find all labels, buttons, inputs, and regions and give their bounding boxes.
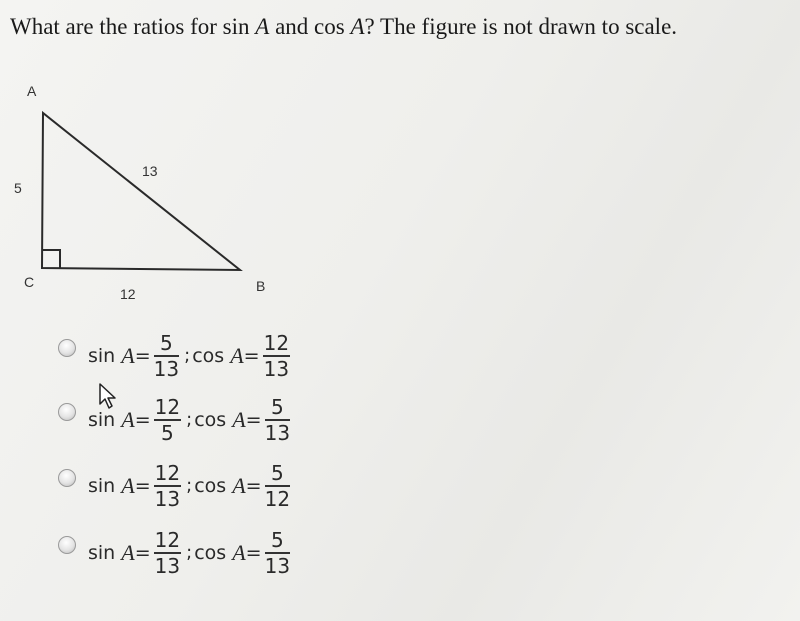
radio-button[interactable] <box>58 469 76 487</box>
equals-sign: = <box>134 344 151 367</box>
side-cb-label: 12 <box>120 286 136 302</box>
cos-fraction <box>265 530 290 576</box>
sin-numerator: 12 <box>154 461 181 485</box>
sin-var: A <box>121 406 135 432</box>
question-mid: and cos <box>269 14 351 39</box>
question-var-a1: A <box>255 14 270 39</box>
sin-var: A <box>121 472 135 498</box>
sin-fraction <box>154 530 181 576</box>
sin-denominator: 5 <box>161 420 174 445</box>
cos-denominator: 13 <box>264 553 291 578</box>
equals-sign: = <box>243 344 260 367</box>
cos-fraction <box>265 463 290 509</box>
cos-label: cos <box>194 541 227 564</box>
cos-numerator: 5 <box>270 528 284 552</box>
cos-label: cos <box>192 344 225 367</box>
choice-expression <box>88 463 293 509</box>
triangle-diagram <box>0 80 300 310</box>
vertex-b-label: B <box>256 278 266 294</box>
sin-fraction <box>154 333 179 379</box>
sin-fraction <box>154 463 181 509</box>
sin-numerator: 5 <box>160 331 173 355</box>
sin-var: A <box>121 539 135 565</box>
cos-denominator: 13 <box>264 420 291 445</box>
sin-denominator: 13 <box>153 356 180 381</box>
separator: ; <box>184 345 191 367</box>
sin-numerator: 12 <box>154 528 181 552</box>
answer-choice-4[interactable] <box>58 530 358 590</box>
sin-label: sin <box>88 474 116 497</box>
cos-label: cos <box>194 474 227 497</box>
equals-sign: = <box>134 541 151 564</box>
choice-expression <box>88 397 293 443</box>
sin-var: A <box>121 342 135 368</box>
separator: ; <box>186 542 193 564</box>
cos-var: A <box>232 539 246 565</box>
cos-fraction <box>263 333 290 379</box>
cos-label: cos <box>194 408 227 431</box>
cos-var: A <box>230 342 244 368</box>
choice-expression <box>88 530 293 576</box>
cos-var: A <box>232 406 246 432</box>
cos-denominator: 13 <box>263 356 290 381</box>
separator: ; <box>186 409 193 431</box>
question-tail: ? The figure is not drawn to scale. <box>364 14 678 39</box>
mouse-pointer-icon <box>98 382 118 410</box>
sin-fraction <box>154 397 181 443</box>
radio-button[interactable] <box>58 403 76 421</box>
cos-fraction <box>265 397 290 443</box>
sin-label: sin <box>88 344 116 367</box>
choice-expression <box>88 333 293 379</box>
cos-denominator: 12 <box>264 486 291 511</box>
side-ac-label: 5 <box>14 180 22 196</box>
cos-numerator: 12 <box>263 331 290 355</box>
triangle-figure <box>0 80 300 310</box>
equals-sign: = <box>245 474 262 497</box>
side-ab-label: 13 <box>142 163 158 179</box>
vertex-a-label: A <box>27 83 37 99</box>
cos-numerator: 5 <box>270 461 284 485</box>
equals-sign: = <box>134 474 151 497</box>
question-text <box>10 14 677 40</box>
separator: ; <box>186 475 193 497</box>
radio-button[interactable] <box>58 536 76 554</box>
triangle-shape <box>42 113 240 270</box>
radio-button[interactable] <box>58 339 76 357</box>
equals-sign: = <box>245 541 262 564</box>
question-var-a2: A <box>350 14 365 39</box>
question-lead: What are the ratios for sin <box>10 14 256 39</box>
vertex-c-label: C <box>24 274 35 290</box>
sin-denominator: 13 <box>154 486 181 511</box>
equals-sign: = <box>134 408 151 431</box>
cos-var: A <box>232 472 246 498</box>
sin-numerator: 12 <box>154 395 181 419</box>
sin-label: sin <box>88 541 116 564</box>
right-angle-marker <box>42 250 60 268</box>
cos-numerator: 5 <box>270 395 284 419</box>
equals-sign: = <box>245 408 262 431</box>
sin-denominator: 13 <box>154 553 181 578</box>
answer-choice-3[interactable] <box>58 463 358 523</box>
sin-label: sin <box>88 408 116 431</box>
